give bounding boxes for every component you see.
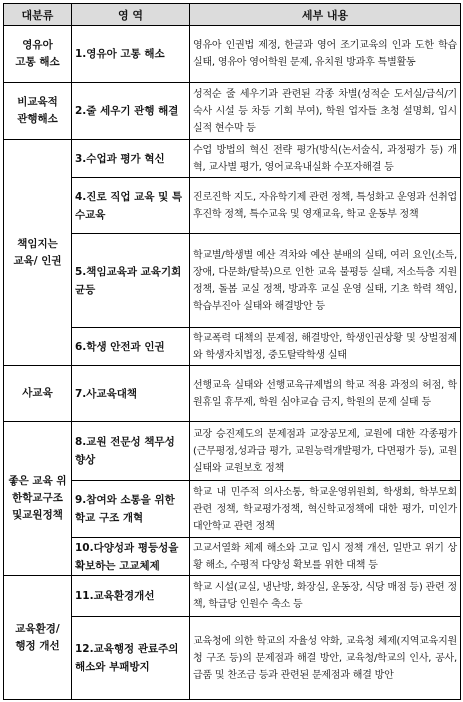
table-row [4,617,461,700]
category-cell [4,83,72,140]
category-cell [4,576,72,700]
table-row [4,481,461,538]
detail-cell: 교육청에 의한 학교의 자율성 약화, 교육청 체제(지역교육지원청 구조 등)의 문제점과 해결 방안, 교육청/학교의 인사, 공사, 급품 및 찬조금 등과 관련된 문제점과 해결 방안 [190,617,461,700]
category-label: 좋은 교육 위 한학교구조 및교원정책 [8,475,67,521]
detail-cell: 교장 승진제도의 문제점과 교장공모제, 교원에 대한 각종평가(근무평정,성과급 평가, 교원능력개발평가, 다면평가 등), 교원 실태와 교원보호 정책 [190,422,461,481]
detail-cell: 학교별/학생별 예산 격차와 예산 분배의 실태, 여러 요인(소득, 장애, 다문화/탈북)으로 인한 교육 불평등 실태, 저소득층 지원 정책, 돌봄 교실 정책, 방과후 교실 운영 실태, 기초 학력 책임, 학습부진아 실태와 해결방안 등 [190,234,461,328]
table-row [4,538,461,576]
detail-cell: 진로진학 지도, 자유학기제 관련 정책, 특성화고 운영과 선취업 후진학 정책, 특수교육 및 영재교육, 학교 운동부 정책 [190,178,461,234]
category-label: 사교육 [22,387,53,399]
table-row [4,26,461,83]
area-cell: 9.참여와 소통을 위한 학교 구조 개혁 [72,481,190,538]
area-cell: 1.영유아 고통 해소 [72,26,190,83]
category-cell [4,140,72,366]
header-row [4,4,461,26]
table-row [4,328,461,366]
area-cell: 8.교원 전문성 책무성 향상 [72,422,190,481]
area-cell: 12.교육행정 관료주의 해소와 부패방지 [72,617,190,700]
category-label: 영유아 고통 해소 [15,39,60,68]
category-label: 비교육적 관행해소 [17,96,58,125]
area-cell: 11.교육환경개선 [72,576,190,617]
area-cell: 4.진로 직업 교육 및 특수교육 [72,178,190,234]
category-label: 책임지는 교육/ 인권 [13,237,62,267]
table-row [4,576,461,617]
table-row [4,234,461,328]
detail-cell: 학교 내 민주적 의사소통, 학교운영위원회, 학생회, 학부모회 관련 정책, 학교평가정책, 혁신학교정책에 대한 평가, 미인가 대안학교 관련 정책 [190,481,461,538]
detail-cell: 학교 시설(교실, 냉난방, 화장실, 운동장, 식당 매점 등) 관련 정책, 학급당 인원수 축소 등 [190,576,461,617]
policy-table [3,3,461,700]
detail-cell: 성적순 줄 세우기과 관련된 각종 차별(성적순 도서실/급식/기숙사 시설 등 차등 기회 부여), 학원 업자들 초청 설명회, 입시 실적 현수막 등 [190,83,461,140]
header-area: 영 역 [72,4,190,26]
detail-cell: 영유아 인권법 제정, 한글과 영어 조기교육의 인과 도한 학습 실태, 영유아 영어학원 문제, 유치원 방과후 특별활동 [190,26,461,83]
area-cell: 10.다양성과 평등성을 확보하는 고교체제 [72,538,190,576]
detail-cell: 수업 방법의 혁신 전략 평가(방식(논서술식, 과정평가 등) 개혁, 교사별 평가, 영어교육내실화 수포자해결 등 [190,140,461,178]
category-cell [4,422,72,576]
table-row [4,178,461,234]
table-row [4,83,461,140]
category-cell [4,26,72,83]
table-row [4,422,461,481]
header-detail: 세부 내용 [190,4,461,26]
table-row [4,140,461,178]
header-category: 대분류 [4,4,72,26]
area-cell: 7.사교육대책 [72,366,190,422]
category-label: 교육환경/ 행정 개선 [15,622,60,652]
detail-cell: 고교서열화 체제 해소와 고교 입시 정책 개선, 일반고 위기 상황 해소, 수평적 다양성 확보를 위한 대책 등 [190,538,461,576]
table-row [4,366,461,422]
detail-cell: 학교폭력 대책의 문제점, 해결방안, 학생인권상황 및 상벌점제와 학생자치법정, 중도탈락학생 실태 [190,328,461,366]
area-cell: 2.줄 세우기 관행 해결 [72,83,190,140]
detail-cell: 선행교육 실태와 선행교육규제법의 학교 적용 과정의 허점, 학원휴일 휴무제, 학원 심야교습 금지, 학원의 문제 실태 등 [190,366,461,422]
area-cell: 5.책임교육과 교육기회균등 [72,234,190,328]
category-cell [4,366,72,422]
area-cell: 3.수업과 평가 혁신 [72,140,190,178]
area-cell: 6.학생 안전과 인권 [72,328,190,366]
